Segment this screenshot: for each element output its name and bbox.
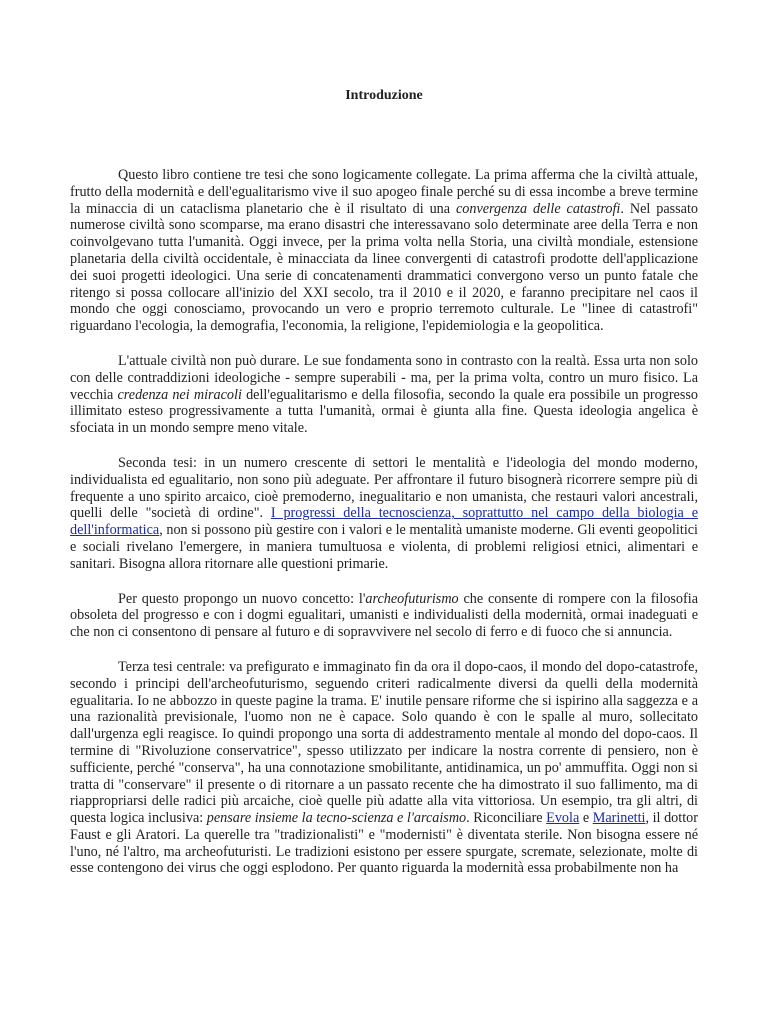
paragraph-text: Seconda tesi: in un numero crescente di settori le mentalità e l'ideologia del mondo moderno, individualista ed egualitario, non sono più adeguate. Per affrontare il futuro bisognerà ricorrere sempre più di frequente a uno spirito arcaico, cioè premoderno, inegualitario e non umanista, che restauri valori ancestrali, quelli delle "società di ordine". [70, 454, 698, 522]
paragraph-text: Questo libro contiene tre tesi che sono logicamente collegate. La prima afferma che la civiltà attuale, frutto della modernità e dell'egualitarismo vive il suo apogeo finale perché su di essa incombe a breve termine la minaccia di un cataclisma planetario che è il risultato di una [70, 167, 698, 217]
emphasis-text: convergenza delle catastrofi [455, 200, 621, 217]
paragraph-text: , il dottor Faust e gli Aratori. La querelle tra "tradizionalisti" e "modernisti" è diventata sterile. Non bisogna essere né l'uno, né l'altro, ma archeofuturisti. Le tradizioni esistono per essere spurgate, scremate, selezionate, molte di esse contengono dei virus che oggi esplodono. Per quanto riguarda la modernità essa probabilmente non ha [70, 810, 698, 877]
paragraph-text: dell'egualitarismo e della filosofia, secondo la quale era possibile un progresso illimitato esteso progressivamente a tutta l'umanità, ormai è giunta alla fine. Questa ideologia angelica è sfociata in un mondo sempre meno vitale. [70, 386, 698, 437]
emphasis-text: pensare insieme la tecno-scienza e l'arcaismo [206, 810, 467, 827]
paragraph-text: Terza tesi centrale: va prefigurato e immaginato fin da ora il dopo-caos, il mondo del dopo-catastrofe, secondo i principi dell'archeofuturismo, seguendo criteri radicalmente diversi da quelli della modernità egualitaria. Io ne abbozzo in queste pagine la trama. E' inutile pensare riforme che si ispirino alla saggezza e a una razionalità previsionale, l'uomo non ne è capace. Solo quando è con le spalle al muro, sollecitato dall'urgenza egli reagisce. Io quindi propongo una sorta di addestramento mentale al mondo del dopo-caos. Il termine di "Rivoluzione conservatrice", spesso utilizzato per indicare la nostra corrente di pensiero, non è sufficiente, perché "conserva", ha una connotazione smobilitante, antidinamica, un po' ammuffita. Oggi non si tratta di "conservare" il presente o di ritornare a un passato recente che ha dimostrato il suo fallimento, ma di riappropriarsi delle radici più arcaiche, cioè quelle più adatte alla vita vittoriosa. Un esempio, tra gli altri, di questa logica inclusiva: [70, 658, 698, 827]
paragraph-5 [70, 659, 698, 877]
emphasis-text: archeofuturismo [365, 590, 459, 607]
paragraph-text: e [579, 810, 593, 827]
paragraph-text: . Riconciliare [466, 810, 547, 827]
paragraph-text: . Nel passato numerose civiltà sono scomparse, ma erano disastri che interessavano solo determinate aree della Terra e non coinvolgevano tutta l'umanità. Oggi invece, per la prima volta nella Storia, una civiltà mondiale, estensione planetaria della civiltà occidentale, è minacciata da linee convergenti di catastrofi prodotte dell'applicazione dei suoi progetti ideologici. Una serie di concatenamenti drammatici convergono verso un punto fatale che ritengo si possa collocare all'inizio del XXI secolo, tra il 2010 e il 2020, e faranno precipitare nel caos il mondo che oggi conosciamo, provocando un vero e proprio terremoto culturale. Le "linee di catastrofi" riguardano l'ecologia, la demografia, l'economia, la religione, l'epidemiologia e la geopolitica. [70, 200, 698, 335]
paragraph-1 [70, 167, 698, 335]
emphasis-text: credenza nei miracoli [117, 386, 242, 403]
paragraph-text: Per questo propongo un nuovo concetto: l' [118, 590, 366, 607]
link-tecnoscienza[interactable]: I progressi della tecnoscienza, soprattutto nel campo della biologia e dell'informatica [70, 505, 698, 539]
link-evola[interactable]: Evola [546, 810, 580, 827]
link-marinetti[interactable]: Marinetti [592, 810, 646, 827]
paragraph-text: che consente di rompere con la filosofia obsoleta del progresso e con i dogmi egualitari, umanisti e individualisti della modernità, ormai inadeguati e che non ci consentono di pensare al futuro e di sopravvivere nel secolo di ferro e di fuoco che si annuncia. [70, 590, 698, 641]
paragraph-3 [70, 455, 698, 573]
paragraph-2 [70, 353, 698, 437]
paragraph-text: , non si possono più gestire con i valori e le mentalità umaniste moderne. Gli eventi geopolitici e sociali rivelano l'emergere, in maniera tumultuosa e violenta, di problemi religiosi etnici, alimentari e sanitari. Bisogna allora ritornare alle questioni primarie. [70, 522, 698, 572]
paragraph-text: L'attuale civiltà non può durare. Le sue fondamenta sono in contrasto con la realtà. Essa urta non solo con delle contraddizioni ideologiche - sempre superabili - ma, per la prima volta, contro un muro fisico. La vecchia [70, 352, 698, 403]
page-title: Introduzione [345, 88, 423, 103]
paragraph-4 [70, 591, 698, 641]
